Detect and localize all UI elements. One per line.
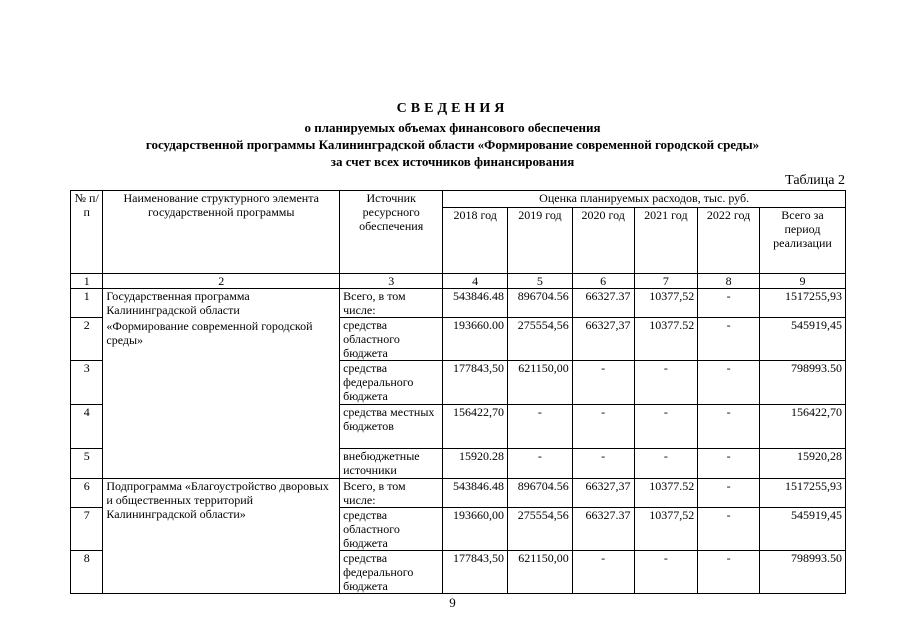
value-cell: -: [698, 449, 760, 479]
value-cell: 543846.48: [443, 479, 508, 508]
source-cell: средства местных бюджетов: [340, 405, 443, 449]
value-cell: -: [698, 289, 760, 318]
subprogramme-name-cell: [103, 479, 340, 594]
value-cell: 275554,56: [508, 508, 573, 551]
row-number: 3: [71, 361, 103, 405]
row-number: 6: [71, 479, 103, 508]
value-cell: -: [508, 405, 573, 449]
value-cell: 1517255,93: [759, 479, 845, 508]
subtitle-line-3: за счет всех источников финансирования: [330, 154, 575, 169]
value-cell: 177843,50: [443, 551, 508, 594]
source-cell: Всего, в том числе:: [340, 479, 443, 508]
value-cell: -: [698, 318, 760, 361]
value-cell: 10377.52: [634, 479, 698, 508]
col-number: 1: [71, 274, 103, 289]
value-cell: 15920.28: [443, 449, 508, 479]
value-cell: 798993.50: [759, 551, 845, 594]
row-number: 8: [71, 551, 103, 594]
col-number: 8: [698, 274, 760, 289]
header-estimate: Оценка планируемых расходов, тыс. руб.: [443, 191, 846, 208]
value-cell: 177843,50: [443, 361, 508, 405]
value-cell: 66327.37: [572, 289, 634, 318]
value-cell: 896704.56: [508, 289, 573, 318]
subtitle-line-1: о планируемых объемах финансового обеспечения: [304, 120, 601, 135]
value-cell: 621150,00: [508, 361, 573, 405]
value-cell: -: [634, 449, 698, 479]
header-year-2019: 2019 год: [508, 208, 573, 274]
value-cell: -: [698, 508, 760, 551]
value-cell: 193660.00: [443, 318, 508, 361]
value-cell: -: [634, 551, 698, 594]
value-cell: 15920,28: [759, 449, 845, 479]
value-cell: -: [508, 449, 573, 479]
subprogramme-name-line: Подпрограмма «Благоустройство дворовых и общественных территорий Калининградской области»: [106, 479, 329, 521]
table-row: [71, 479, 846, 508]
value-cell: -: [572, 449, 634, 479]
col-number: 6: [572, 274, 634, 289]
value-cell: 545919,45: [759, 508, 845, 551]
col-number: 2: [103, 274, 340, 289]
value-cell: -: [698, 405, 760, 449]
value-cell: 1517255,93: [759, 289, 845, 318]
value-cell: 156422,70: [443, 405, 508, 449]
value-cell: 10377,52: [634, 289, 698, 318]
subtitle-line-2: государственной программы Калининградской области «Формирование современной городской среды»: [145, 137, 760, 152]
value-cell: -: [698, 479, 760, 508]
source-cell: средства федерального бюджета: [340, 551, 443, 594]
table-row: [71, 289, 846, 318]
value-cell: 66327,37: [572, 479, 634, 508]
source-cell: внебюджетные источники: [340, 449, 443, 479]
value-cell: 275554,56: [508, 318, 573, 361]
value-cell: -: [634, 361, 698, 405]
value-cell: 798993.50: [759, 361, 845, 405]
value-cell: 66327,37: [572, 318, 634, 361]
document-title: СВЕДЕНИЯ: [396, 101, 509, 116]
value-cell: 545919,45: [759, 318, 845, 361]
source-cell: средства областного бюджета: [340, 508, 443, 551]
value-cell: -: [698, 551, 760, 594]
programme-name-line: Государственная программа Калининградской области: [106, 289, 250, 317]
value-cell: 621150,00: [508, 551, 573, 594]
row-number: 7: [71, 508, 103, 551]
header-name: Наименование структурного элемента государственной программы: [103, 191, 340, 274]
value-cell: 896704.56: [508, 479, 573, 508]
page-number: 9: [449, 595, 456, 610]
value-cell: 66327.37: [572, 508, 634, 551]
programme-name-line: «Формирование современной городской среды»: [106, 319, 313, 347]
row-number: 2: [71, 318, 103, 361]
header-source: Источник ресурсного обеспечения: [340, 191, 443, 274]
col-number: 4: [443, 274, 508, 289]
value-cell: 10377,52: [634, 508, 698, 551]
header-year-2018: 2018 год: [443, 208, 508, 274]
row-number: 5: [71, 449, 103, 479]
value-cell: 543846.48: [443, 289, 508, 318]
source-cell: средства федерального бюджета: [340, 361, 443, 405]
col-number: 9: [759, 274, 845, 289]
header-num: № п/п: [71, 191, 103, 274]
header-year-2021: 2021 год: [634, 208, 698, 274]
financing-table: [70, 190, 846, 594]
header-year-2020: 2020 год: [572, 208, 634, 274]
header-total: Всего за период реализации: [759, 208, 845, 274]
header-year-2022: 2022 год: [698, 208, 760, 274]
value-cell: -: [572, 405, 634, 449]
value-cell: 193660,00: [443, 508, 508, 551]
value-cell: 156422,70: [759, 405, 845, 449]
value-cell: -: [698, 361, 760, 405]
table-label: Таблица 2: [785, 173, 845, 188]
row-number: 1: [71, 289, 103, 318]
value-cell: -: [634, 405, 698, 449]
value-cell: -: [572, 551, 634, 594]
row-number: 4: [71, 405, 103, 449]
value-cell: -: [572, 361, 634, 405]
value-cell: 10377.52: [634, 318, 698, 361]
source-cell: Всего, в том числе:: [340, 289, 443, 318]
col-number: 3: [340, 274, 443, 289]
col-number: 5: [508, 274, 573, 289]
programme-name-cell: [103, 289, 340, 479]
col-number: 7: [634, 274, 698, 289]
source-cell: средства областного бюджета: [340, 318, 443, 361]
